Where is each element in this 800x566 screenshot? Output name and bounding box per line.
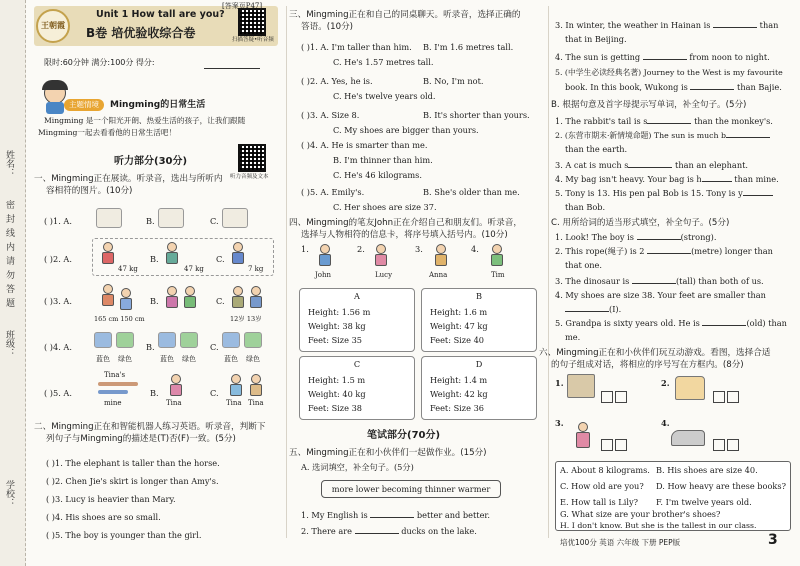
binding-strip: [0, 0, 26, 566]
kid-figure-icon: [118, 288, 134, 310]
bag-icon: [222, 332, 240, 348]
writing-title: 笔试部分(70分): [367, 430, 441, 441]
answer-box-pair: [711, 434, 739, 453]
a-item-4: 4. The sun is getting from noon to night.: [555, 52, 770, 62]
column-1: 王朝霞 Unit 1 How tall are you? B卷 培优验收综合卷 扫描答疑•听音频 [答案页P47] 限时:60分钟 满分:100分 得分: 主题情境 Mingming的日常生活 Mingming 是一个阳光开朗、热爱生活的孩子，让我们跟随 Mingming一起去看看他的日常生活吧！ 听力音频及文本 听力部分(30分) 一、Mingming正在展读。听录音，选出与所听内 容相符的图片。(10分) ( )1. A. B. C. ( )2. A. 47 kg B. 47 kg C. 7 kg ( )3. A. 165 cm 150 cm B. C. 12岁 13岁 ( )4. A. 蓝色 绿色 B. 蓝色 绿色 C. 蓝色 绿色 ( )5. A. Tina's mine B. Tina C. Tina Tina 二、Mingming正在和智能机器人练习英语。听录音，判断下 列句子与Mingming的描述是(T)否(F)一致。(5分) ( )1. The elephant is taller than the horse. ( )2. Chen Jie's skirt is longer than Amy's. ( )3. Lucy is heavier than Mary. ( )4. His shoes are so small. ( )5. The boy is younger than the girl.: [34, 6, 278, 538]
b-item-5: 5. Tony is 13. His pen pal Bob is 15. Tony is y: [555, 188, 773, 198]
intro-line-2: Mingming一起去看看他的日常生活吧！: [38, 128, 177, 137]
s6-heading-2: 的句子组成对话，将相应的序号写在方框内。(8分): [551, 360, 744, 370]
books-icon: [567, 374, 595, 398]
seal-char: 请: [4, 256, 14, 265]
bag-icon: [116, 332, 134, 348]
answer-blank[interactable]: [370, 510, 414, 518]
s4-heading-2: 选择与人物相符的信息卡，将序号填入括号内。(10分): [301, 230, 508, 240]
kid-figure-icon: [248, 374, 264, 396]
audio-qr-caption: 听力音频及文本: [230, 174, 269, 180]
person-name: Anna: [429, 271, 448, 279]
s2-heading-2: 列句子与Mingming的描述是(T)否(F)一致。(5分): [46, 434, 236, 444]
a-item-5: 5. (中学生必读经典名著) Journey to the West is my favourite: [555, 68, 783, 77]
s3-heading-2: 答语。(10分): [301, 22, 354, 32]
header-band: [34, 6, 278, 46]
s3-heading: 三、Mingming正在和自己的同桌聊天。听录音，选择正确的: [289, 10, 521, 20]
john-figure-icon: [317, 244, 333, 266]
ruler-icon: [98, 382, 138, 386]
answer-box-pair: [599, 434, 627, 453]
b-item-2: 2. (东营市期末·新情境命题) The sun is much b: [555, 130, 770, 141]
a-item-3: 3. In winter, the weather in Hainan is than: [555, 20, 779, 30]
qr-caption: 扫描答疑•听音频: [232, 37, 274, 43]
intro-line-1: Mingming 是一个阳光开朗、热爱生活的孩子，让我们跟随: [44, 116, 246, 125]
bag-icon: [244, 332, 262, 348]
s3-item-1: ( )1. A. I'm taller than him.: [301, 42, 412, 52]
b-item-3: 3. A cat is much s than an elephant.: [555, 160, 748, 170]
info-card-c: C Height: 1.5 m Weight: 40 kg Feet: Size 38: [299, 356, 415, 420]
info-card-a: A Height: 1.56 m Weight: 38 kg Feet: Size 35: [299, 288, 415, 352]
c-item-2: 2. This rope(绳子) is 2 (metre) longer than: [555, 246, 773, 256]
anna-figure-icon: [433, 244, 449, 266]
c-item-1: 1. Look! The boy is (strong).: [555, 232, 717, 242]
score-blank[interactable]: [204, 68, 260, 69]
s1-heading-2: 容相符的图片。(10分): [46, 186, 133, 196]
kid-figure-icon: [230, 286, 246, 308]
school-label: 学校：: [4, 480, 14, 507]
theme-tag: 主题情境: [64, 99, 104, 111]
info-card-b: B Height: 1.6 m Weight: 47 kg Feet: Size 40: [421, 288, 537, 352]
picture-b: [158, 208, 184, 228]
kid-figure-icon: [182, 286, 198, 308]
bag-icon: [180, 332, 198, 348]
kid-figure-icon: [100, 242, 116, 264]
page-number: 3: [768, 532, 778, 548]
seal-char: 封: [4, 214, 14, 223]
answer-box-pair: [711, 386, 739, 405]
c-item-4: 4. My shoes are size 38. Your feet are smaller than: [555, 290, 766, 300]
seal-char: 内: [4, 242, 14, 251]
s5-heading: 五、Mingming正在和小伙伴们一起做作业。(15分): [289, 448, 487, 458]
audio-qr-code[interactable]: [238, 144, 266, 172]
person-name: Lucy: [375, 271, 393, 279]
b-item-1: 1. The rabbit's tail is s than the monkey's.: [555, 116, 773, 126]
tim-figure-icon: [489, 244, 505, 266]
word-bank: more lower becoming thinner warmer: [321, 480, 501, 498]
s2-heading: 二、Mingming正在和智能机器人练习英语。听录音，判断下: [34, 422, 266, 432]
volume-title: B卷 培优验收综合卷: [86, 26, 196, 40]
s6-heading: 六、Mingming正在和小伙伴们玩互动游戏。看图，选择合适: [539, 348, 771, 358]
s2-item: ( )1. The elephant is taller than the horse.: [46, 458, 220, 468]
shoes-icon: [671, 430, 705, 446]
cake-icon: [675, 376, 705, 400]
kid-figure-icon: [164, 242, 180, 264]
lucy-figure-icon: [373, 244, 389, 266]
seal-char: 题: [4, 298, 14, 307]
class-label: 班级：: [4, 330, 14, 357]
s5-item-1: 1. My English is better and better.: [301, 510, 491, 520]
picture-c: [222, 208, 248, 228]
ruler-icon: [98, 390, 128, 394]
kid-figure-icon: [228, 374, 244, 396]
c-item-5: 5. Grandpa is sixty years old. He is (old) than: [555, 318, 787, 328]
s5-a-heading: A. 选词填空，补全句子。(5分): [301, 462, 414, 472]
kid-figure-icon: [168, 374, 184, 396]
qr-code[interactable]: [238, 8, 266, 36]
meta-line: 限时:60分钟 满分:100分 得分:: [44, 58, 155, 67]
column-2: 三、Mingming正在和自己的同桌聊天。听录音，选择正确的 答语。(10分) ( )1. A. I'm taller than him. B. I'm 1.6 metres tall. C. He's 1.57 metres tall. ( )2. A. Yes, he is. B. No, I'm not. C. He's twelve years old. ( )3. A. Size 8. B. It's shorter than yours. C. My shoes are bigger than yours. ( )4. A. He is smarter than me. B. I'm thinner than him. C. He's 46 kilograms. ( )5. A. Emily's. B. She's older than me. C. Her shoes are size 37. 四、Mingming的笔友John正在介绍自己和朋友们。听录音， 选择与人物相符的信息卡，将序号填入括号内。(10分) 1. John 2. Lucy 3. Anna 4. Tim A Height: 1.56 m Weight: 38 kg Feet: Size 35 B Height: 1.6 m Weight: 47 kg Feet: Size 40 C Height: 1.5 m Weight: 40 kg Feet: Size 38 D Height: 1.4 m Weight: 42 kg Feet: Size 36 笔试部分(70分) 五、Mingming正在和小伙伴们一起做作业。(15分) A. 选词填空，补全句子。(5分) more lower becoming thinner warmer 1. My English is better and better. 2. There are ducks on the lake.: [286, 6, 540, 538]
seal-char: 密: [4, 200, 14, 209]
answer-ref: [答案页P47]: [222, 2, 263, 10]
c-heading: C. 用所给词的适当形式填空，补全句子。(5分): [551, 218, 730, 228]
s3-item-4: ( )4. A. He is smarter than me.: [301, 140, 428, 150]
options-box: A. About 8 kilograms. B. His shoes are size 40. C. How old are you? D. How heavy are these books? E. How tall is Lily? F. I'm twelve years old. G. What size are your brother's shoes? H. I don't know. But she is the tallest in our class.: [555, 461, 791, 531]
unit-title: Unit 1 How tall are you?: [96, 9, 225, 20]
seal-char: 答: [4, 284, 14, 293]
bag-icon: [158, 332, 176, 348]
person-name: Tim: [491, 271, 505, 279]
person-name: John: [315, 271, 332, 279]
column-3: 3. In winter, the weather in Hainan is than that in Beijing. 4. The sun is getting from noon to night. 5. (中学生必读经典名著) Journey to the West is my favourite book. In this book, Wukong is than Bajie. B. 根据句意及首字母提示写单词，补全句子。(5分) 1. The rabbit's tail is s than the monkey's. 2. (东营市期末·新情境命题) The sun is much b than the earth. 3. A cat is much s than an elephant. 4. My bag isn't heavy. Your bag is h than mine. 5. Tony is 13. His pen pal Bob is 15. Tony is y than Bob. C. 用所给词的适当形式填空，补全句子。(5分) 1. Look! The boy is (strong). 2. This rope(绳子) is 2 (metre) longer than that one. 3. The dinosaur is (tall) than both of us. 4. My shoes are size 38. Your feet are smaller than (I). 5. Grandpa is sixty years old. He is (old) than me. 六、Mingming正在和小伙伴们玩互动游戏。看图，选择合适 的句子组成对话，将相应的序号写在方框内。(8分) 1. 2. 3. 4. A. About 8 kilograms. B. His shoes are size 40. C. How old are you? D. How heavy are these books? E. How tall is Lily? F. I'm twelve years old. G. What size are your brother's shoes? H. I don't know. But she is the tallest in our class.: [548, 6, 792, 538]
s3-item-3: ( )3. A. Size 8.: [301, 110, 360, 120]
answer-box-pair: [599, 386, 627, 405]
s1-heading: 一、Mingming正在展读。听录音，选出与所听内: [34, 174, 223, 184]
bag-icon: [94, 332, 112, 348]
seal-char: 勿: [4, 270, 14, 279]
answer-blank[interactable]: [355, 526, 399, 534]
s4-heading: 四、Mingming的笔友John正在介绍自己和朋友们。听录音，: [289, 218, 522, 228]
kid-figure-icon: [248, 286, 264, 308]
info-card-d: D Height: 1.4 m Weight: 42 kg Feet: Size 36: [421, 356, 537, 420]
seal-char: 线: [4, 228, 14, 237]
girl-figure-icon: [575, 422, 591, 448]
s2-item: ( )4. His shoes are so small.: [46, 512, 161, 522]
listening-title: 听力部分(30分): [114, 156, 188, 167]
s2-item: ( )5. The boy is younger than the girl.: [46, 530, 202, 540]
c-item-3: 3. The dinosaur is (tall) than both of us.: [555, 276, 764, 286]
s3-item-2: ( )2. A. Yes, he is.: [301, 76, 373, 86]
s2-item: ( )3. Lucy is heavier than Mary.: [46, 494, 176, 504]
b-heading: B. 根据句意及首字母提示写单词，补全句子。(5分): [551, 100, 747, 110]
kid-figure-icon: [100, 284, 116, 306]
b-item-4: 4. My bag isn't heavy. Your bag is h than mine.: [555, 174, 779, 184]
s5-item-2: 2. There are ducks on the lake.: [301, 526, 477, 536]
footer-text: 培优100分 英语 六年级 下册 PEP版: [560, 538, 681, 547]
s3-item-5: ( )5. A. Emily's.: [301, 187, 365, 197]
name-label: 姓名：: [4, 150, 14, 177]
picture-a: [96, 208, 122, 228]
intro-title: Mingming的日常生活: [110, 100, 206, 110]
kid-figure-icon: [164, 286, 180, 308]
brand-logo: 王朝霞: [36, 9, 70, 43]
kid-figure-icon: [230, 242, 246, 264]
s2-item: ( )2. Chen Jie's skirt is longer than Amy's.: [46, 476, 219, 486]
